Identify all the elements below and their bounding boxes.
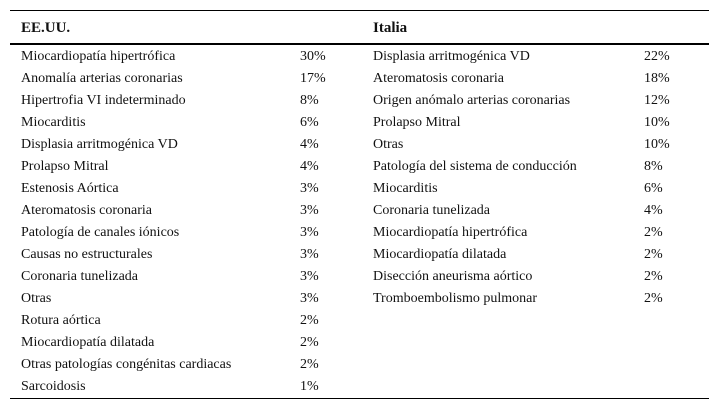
table-body xyxy=(10,45,709,398)
usa-cause: Miocarditis xyxy=(21,115,86,130)
usa-percentage: 8% xyxy=(300,93,319,108)
table-row xyxy=(10,178,709,200)
usa-percentage: 1% xyxy=(300,379,319,394)
table-row xyxy=(10,112,709,134)
usa-cause: Patología de canales iónicos xyxy=(21,225,180,240)
usa-percentage: 2% xyxy=(300,313,319,328)
italy-percentage: 2% xyxy=(644,291,663,306)
italy-percentage: 10% xyxy=(644,115,670,130)
causes-table xyxy=(10,10,709,399)
italy-cause: Miocardiopatía dilatada xyxy=(373,247,507,262)
table-row xyxy=(10,134,709,156)
table-row xyxy=(10,222,709,244)
usa-cause: Sarcoidosis xyxy=(21,379,86,394)
usa-percentage: 17% xyxy=(300,71,326,86)
italy-percentage: 12% xyxy=(644,93,670,108)
table-row xyxy=(10,156,709,178)
usa-percentage: 3% xyxy=(300,247,319,262)
table-row xyxy=(10,266,709,288)
usa-percentage: 2% xyxy=(300,357,319,372)
table-row xyxy=(10,244,709,266)
italy-cause: Prolapso Mitral xyxy=(373,115,461,130)
italy-cause: Disección aneurisma aórtico xyxy=(373,269,533,284)
usa-percentage: 6% xyxy=(300,115,319,130)
italy-percentage: 18% xyxy=(644,71,670,86)
table-row xyxy=(10,288,709,310)
italy-percentage: 22% xyxy=(644,49,670,64)
usa-percentage: 3% xyxy=(300,269,319,284)
italy-percentage: 2% xyxy=(644,225,663,240)
italy-percentage: 8% xyxy=(644,159,663,174)
usa-cause: Anomalía arterias coronarias xyxy=(21,71,183,86)
table-row xyxy=(10,376,709,398)
italy-percentage: 2% xyxy=(644,247,663,262)
table-row xyxy=(10,68,709,90)
italy-cause: Displasia arritmogénica VD xyxy=(373,49,530,64)
usa-cause: Displasia arritmogénica VD xyxy=(21,137,178,152)
header-italy: Italia xyxy=(373,20,408,36)
italy-percentage: 6% xyxy=(644,181,663,196)
usa-percentage: 3% xyxy=(300,225,319,240)
table-row xyxy=(10,46,709,68)
italy-percentage: 4% xyxy=(644,203,663,218)
table-row xyxy=(10,332,709,354)
italy-cause: Origen anómalo arterias coronarias xyxy=(373,93,571,108)
italy-cause: Tromboembolismo pulmonar xyxy=(373,291,537,306)
usa-cause: Rotura aórtica xyxy=(21,313,101,328)
italy-cause: Miocardiopatía hipertrófica xyxy=(373,225,528,240)
italy-cause: Patología del sistema de conducción xyxy=(373,159,577,174)
usa-percentage: 3% xyxy=(300,181,319,196)
usa-cause: Otras xyxy=(21,291,52,306)
italy-cause: Miocarditis xyxy=(373,181,438,196)
usa-cause: Hipertrofia VI indeterminado xyxy=(21,93,186,108)
usa-cause: Otras patologías congénitas cardiacas xyxy=(21,357,232,372)
italy-cause: Ateromatosis coronaria xyxy=(373,71,505,86)
usa-cause: Miocardiopatía hipertrófica xyxy=(21,49,176,64)
usa-cause: Causas no estructurales xyxy=(21,247,153,262)
italy-cause: Otras xyxy=(373,137,404,152)
usa-cause: Estenosis Aórtica xyxy=(21,181,119,196)
usa-percentage: 4% xyxy=(300,159,319,174)
table-bottom-rule xyxy=(10,398,709,399)
usa-cause: Miocardiopatía dilatada xyxy=(21,335,155,350)
usa-cause: Prolapso Mitral xyxy=(21,159,109,174)
usa-cause: Ateromatosis coronaria xyxy=(21,203,153,218)
header-usa: EE.UU. xyxy=(21,20,71,36)
table-row xyxy=(10,90,709,112)
italy-percentage: 10% xyxy=(644,137,670,152)
usa-percentage: 2% xyxy=(300,335,319,350)
usa-percentage: 30% xyxy=(300,49,326,64)
table-header-row xyxy=(10,11,709,43)
table-row xyxy=(10,310,709,332)
usa-percentage: 3% xyxy=(300,291,319,306)
table-row xyxy=(10,354,709,376)
usa-cause: Coronaria tunelizada xyxy=(21,269,139,284)
usa-percentage: 3% xyxy=(300,203,319,218)
italy-percentage: 2% xyxy=(644,269,663,284)
table-row xyxy=(10,200,709,222)
usa-percentage: 4% xyxy=(300,137,319,152)
italy-cause: Coronaria tunelizada xyxy=(373,203,491,218)
